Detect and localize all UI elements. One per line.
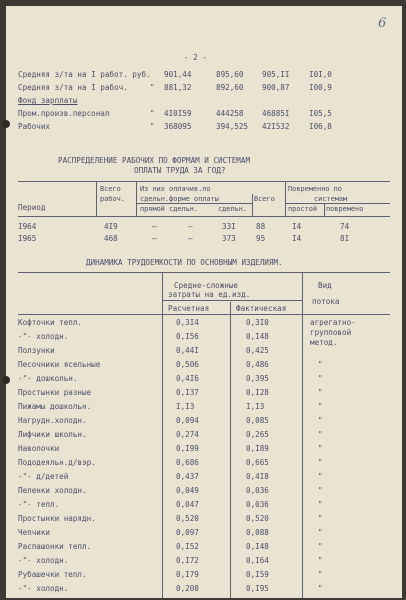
calculated-cost: 0,686	[176, 458, 199, 467]
wage-value: I06,8	[309, 122, 332, 131]
calculated-cost: 0,I99	[176, 444, 199, 453]
ditto-mark: "	[150, 109, 155, 118]
wage-value: 881,32	[164, 83, 192, 92]
wage-value: I05,5	[309, 109, 332, 118]
column-divider	[96, 182, 97, 216]
product-name: Пододеяльн.д/вэр.	[18, 458, 96, 467]
product-name: -"- д/детей	[18, 472, 69, 481]
actual-cost: 0,I59	[246, 570, 269, 579]
flow-type: "	[318, 542, 323, 551]
wage-value: 46885I	[262, 109, 290, 118]
wage-value: I0I,0	[309, 70, 332, 79]
table-rule	[18, 314, 390, 315]
table-rule	[18, 216, 390, 217]
actual-cost: 0,I95	[246, 584, 269, 593]
product-name: -"- холодн.	[18, 332, 69, 341]
flow-type: "	[318, 556, 323, 565]
flow-type: "	[318, 472, 323, 481]
calculated-cost: 0,208	[176, 584, 199, 593]
distribution-title-line2: ОПЛАТЫ ТРУДА ЗА ГОД?	[134, 166, 226, 175]
header-direct-piece: прямой сдельн.	[140, 205, 199, 213]
actual-cost: 0,486	[246, 360, 269, 369]
distribution-cell: 4I9	[104, 222, 118, 231]
wage-row-label: Средняя з/та на I работ. руб.	[18, 70, 151, 79]
distribution-cell: 74	[340, 222, 350, 231]
actual-cost: 0,I89	[246, 444, 269, 453]
distribution-cell: I4	[292, 222, 302, 231]
flow-type: "	[318, 458, 323, 467]
actual-cost: 0,085	[246, 416, 269, 425]
distribution-title-line1: РАСПРЕДЕЛЕНИЕ РАБОЧИХ ПО ФОРМАМ И СИСТЕМАМ	[58, 156, 251, 165]
distribution-period: I965	[18, 234, 37, 243]
labor-section-title: ДИНАМИКА ТРУДОЕМКОСТИ ПО ОСНОВНЫМ ИЗДЕЛИЯМ.	[86, 258, 283, 267]
actual-cost: 0,036	[246, 500, 269, 509]
product-name: Пижамы дошкольн.	[18, 402, 92, 411]
calculated-cost: 0,437	[176, 472, 199, 481]
wage-value: 394,525	[216, 122, 249, 131]
flow-type: "	[318, 360, 323, 369]
product-name: Простынки нарядн.	[18, 514, 96, 523]
calculated-cost: 0,274	[176, 430, 199, 439]
header-time-based: Повременно по	[288, 185, 342, 193]
product-name: Лифчики школьн.	[18, 430, 87, 439]
wage-value: 444258	[216, 109, 244, 118]
actual-cost: 0,088	[246, 528, 269, 537]
flow-type: "	[318, 402, 323, 411]
wage-value: 42I532	[262, 122, 290, 131]
product-name: Распашонки тепл.	[18, 542, 92, 551]
flow-type: "	[318, 584, 323, 593]
distribution-cell: I4	[292, 234, 302, 243]
header-calculated: Расчетная	[168, 304, 210, 313]
actual-cost: 0,4I8	[246, 472, 269, 481]
table-rule	[18, 272, 390, 273]
product-name: Чепчики	[18, 528, 51, 537]
distribution-cell: 468	[104, 234, 118, 243]
calculated-cost: 0,049	[176, 486, 199, 495]
actual-cost: 0,3I0	[246, 318, 269, 327]
flow-type: "	[318, 430, 323, 439]
wage-value: 892,60	[216, 83, 244, 92]
header-time-bonus: повремено	[326, 205, 364, 213]
flow-type: "	[318, 416, 323, 425]
header-piece-total: Всего	[254, 195, 275, 203]
actual-cost: I,I3	[246, 402, 265, 411]
wage-value: 901,44	[164, 70, 192, 79]
actual-cost: 0,520	[246, 514, 269, 523]
wage-value: 4I0I59	[164, 109, 192, 118]
wage-value: I00,9	[309, 83, 332, 92]
header-flow-type: потока	[312, 297, 340, 306]
product-name: Пеленки холодн.	[18, 486, 87, 495]
product-name: -"- холодн.	[18, 556, 69, 565]
wage-value: 368095	[164, 122, 192, 131]
calculated-cost: 0,097	[176, 528, 199, 537]
distribution-period: I964	[18, 222, 37, 231]
distribution-cell: 373	[222, 234, 236, 243]
table-rule	[18, 181, 390, 182]
distribution-cell: 8I	[340, 234, 350, 243]
document-page	[6, 6, 402, 598]
binding-hole	[2, 120, 10, 128]
ditto-mark: "	[150, 122, 155, 131]
calculated-cost: 0,I72	[176, 556, 199, 565]
header-among-them: сдельн.формe оплаты	[140, 195, 219, 203]
actual-cost: 0,I64	[246, 556, 269, 565]
header-total-workers: рабоч.	[100, 195, 125, 203]
column-divider	[162, 273, 163, 598]
actual-cost: 0,425	[246, 346, 269, 355]
distribution-cell: 95	[256, 234, 266, 243]
product-name: Простынки разные	[18, 388, 92, 397]
flow-type: "	[318, 374, 323, 383]
column-divider	[302, 273, 303, 598]
binding-hole	[2, 376, 10, 384]
column-divider	[252, 194, 253, 216]
table-rule	[137, 203, 252, 204]
calculated-cost: 0,4I6	[176, 374, 199, 383]
ditto-mark: "	[150, 83, 155, 92]
product-name: Кофточки тепл.	[18, 318, 83, 327]
page-number: - 2 -	[184, 53, 207, 62]
distribution-cell: 33I	[222, 222, 236, 231]
header-period: Период	[18, 203, 46, 212]
wage-fund-heading: Фонд зарплаты	[18, 96, 78, 105]
calculated-cost: 0,047	[176, 500, 199, 509]
product-name: -"- тепл.	[18, 500, 60, 509]
product-name: Песочники ясельные	[18, 360, 101, 369]
flow-type: "	[318, 388, 323, 397]
actual-cost: 0,I28	[246, 388, 269, 397]
distribution-cell: –	[188, 222, 193, 231]
header-time-based: системам	[314, 195, 348, 203]
distribution-cell: –	[152, 234, 157, 243]
calculated-cost: 0,506	[176, 360, 199, 369]
calculated-cost: I,I3	[176, 402, 195, 411]
header-costs: Средне-сложные	[174, 281, 239, 290]
column-divider	[324, 204, 325, 216]
actual-cost: 0,036	[246, 486, 269, 495]
product-name: -"- дошкольн.	[18, 374, 78, 383]
calculated-cost: 0,I52	[176, 542, 199, 551]
wage-value: 900,87	[262, 83, 290, 92]
calculated-cost: 0,094	[176, 416, 199, 425]
wage-row-label: Рабочих	[18, 122, 51, 131]
product-name: Нагрудн.холодн.	[18, 416, 87, 425]
flow-type: "	[318, 528, 323, 537]
column-divider	[285, 182, 286, 216]
header-flow-type: Вид	[318, 281, 332, 290]
table-rule	[163, 300, 302, 301]
product-name: Ползунки	[18, 346, 55, 355]
calculated-cost: 0,520	[176, 514, 199, 523]
product-name: Наволочки	[18, 444, 60, 453]
distribution-cell: –	[152, 222, 157, 231]
product-name: -"- холодн.	[18, 584, 69, 593]
wage-value: 895,60	[216, 70, 244, 79]
header-costs: затраты на ед.изд.	[168, 290, 251, 299]
actual-cost: 0,I48	[246, 542, 269, 551]
calculated-cost: 0,I37	[176, 388, 199, 397]
column-divider	[230, 302, 231, 598]
flow-type: "	[318, 444, 323, 453]
calculated-cost: 0,I56	[176, 332, 199, 341]
table-rule	[286, 203, 390, 204]
actual-cost: 0,665	[246, 458, 269, 467]
corner-page-number: 6	[378, 16, 387, 31]
actual-cost: 0,395	[246, 374, 269, 383]
wage-value: 905,II	[262, 70, 290, 79]
distribution-cell: 88	[256, 222, 266, 231]
flow-type: "	[318, 500, 323, 509]
flow-type: групповой	[310, 328, 352, 337]
flow-type: метод.	[310, 338, 338, 347]
calculated-cost: 0,3I4	[176, 318, 199, 327]
calculated-cost: 0,I79	[176, 570, 199, 579]
flow-type: "	[318, 514, 323, 523]
wage-row-label: Пром.произв.персонал	[18, 109, 110, 118]
product-name: Рубашечки тепл.	[18, 570, 87, 579]
wage-row-label: Средняя з/та на I рабоч.	[18, 83, 128, 92]
header-actual: Фактическая	[236, 304, 287, 313]
flow-type: агрегатно-	[310, 318, 356, 327]
header-piece-progressive: сдельн.	[218, 205, 248, 213]
actual-cost: 0,265	[246, 430, 269, 439]
flow-type: "	[318, 486, 323, 495]
calculated-cost: 0,44I	[176, 346, 199, 355]
flow-type: "	[318, 570, 323, 579]
header-simple-time: простой	[288, 205, 318, 213]
actual-cost: 0,I48	[246, 332, 269, 341]
header-among-them: Из них оплачив.по	[140, 185, 211, 193]
distribution-cell: –	[188, 234, 193, 243]
header-total-workers: Всего	[100, 185, 121, 193]
column-divider	[136, 182, 137, 216]
